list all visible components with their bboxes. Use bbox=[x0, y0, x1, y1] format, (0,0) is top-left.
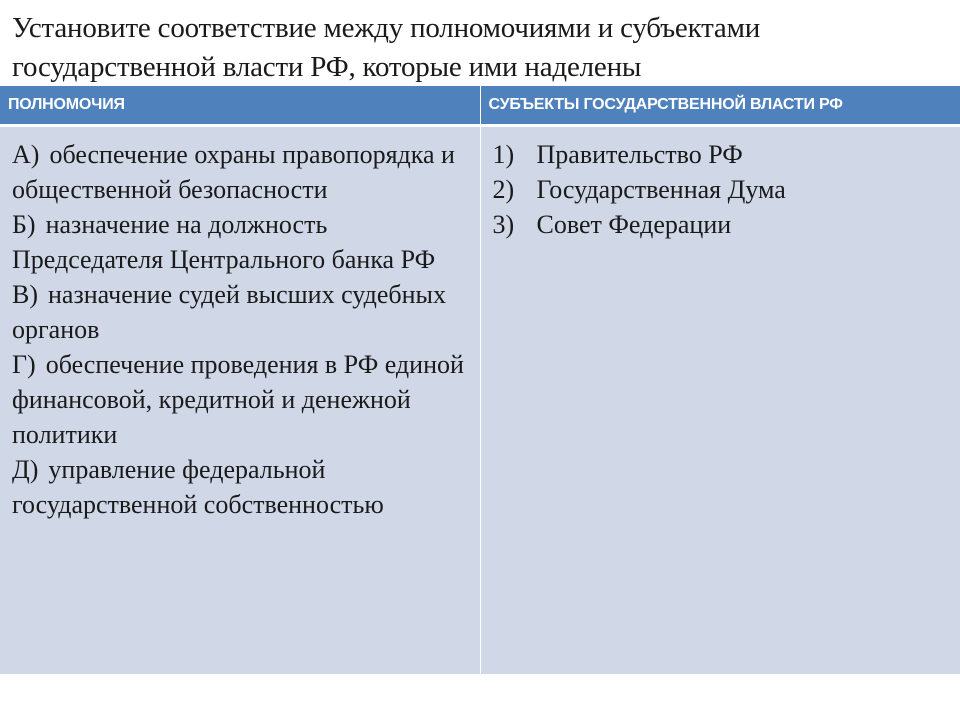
subject-text: Государственная Дума bbox=[536, 175, 786, 204]
powers-cell bbox=[0, 126, 480, 675]
subject-num: 3) bbox=[492, 210, 515, 239]
subject-item-3 bbox=[493, 207, 960, 242]
powers-list bbox=[12, 137, 480, 522]
table-row bbox=[0, 126, 960, 675]
header-powers: ПОЛНОМОЧИЯ bbox=[0, 86, 480, 126]
bottom-strip bbox=[0, 674, 960, 720]
page-title bbox=[12, 9, 952, 87]
power-item-a bbox=[12, 137, 480, 207]
subjects-cell bbox=[480, 126, 960, 675]
subjects-list bbox=[493, 137, 960, 242]
subject-item-1 bbox=[493, 137, 960, 172]
subject-text: Правительство РФ bbox=[536, 140, 743, 169]
power-item-g bbox=[12, 347, 480, 452]
power-text: назначение на должность Председателя Центрального банка РФ bbox=[12, 210, 436, 274]
power-item-b bbox=[12, 207, 480, 277]
matching-table bbox=[0, 86, 960, 674]
subject-num: 1) bbox=[492, 140, 515, 169]
power-item-d bbox=[12, 452, 480, 522]
power-letter: А) bbox=[12, 140, 40, 169]
power-item-v bbox=[12, 277, 480, 347]
power-text: обеспечение проведения в РФ единой финансовой, кредитной и денежной политики bbox=[12, 350, 464, 449]
power-text: управление федеральной государственной собственностью bbox=[12, 455, 384, 519]
power-letter: Д) bbox=[12, 455, 39, 484]
power-text: обеспечение охраны правопорядка и общественной безопасности bbox=[12, 140, 455, 204]
header-subjects: СУБЪЕКТЫ ГОСУДАРСТВЕННОЙ ВЛАСТИ РФ bbox=[480, 86, 960, 126]
subject-text: Совет Федерации bbox=[536, 210, 732, 239]
power-letter: В) bbox=[12, 280, 38, 309]
subject-item-2 bbox=[493, 172, 960, 207]
table-header-row bbox=[0, 86, 960, 126]
title-line-1: Установите соответствие между полномочиями и субъектами bbox=[12, 12, 761, 44]
subject-num: 2) bbox=[492, 175, 515, 204]
power-text: назначение судей высших судебных органов bbox=[12, 280, 447, 344]
title-line-2: государственной власти РФ, которые ими наделены bbox=[12, 51, 642, 83]
power-letter: Г) bbox=[12, 350, 36, 379]
power-letter: Б) bbox=[12, 210, 36, 239]
